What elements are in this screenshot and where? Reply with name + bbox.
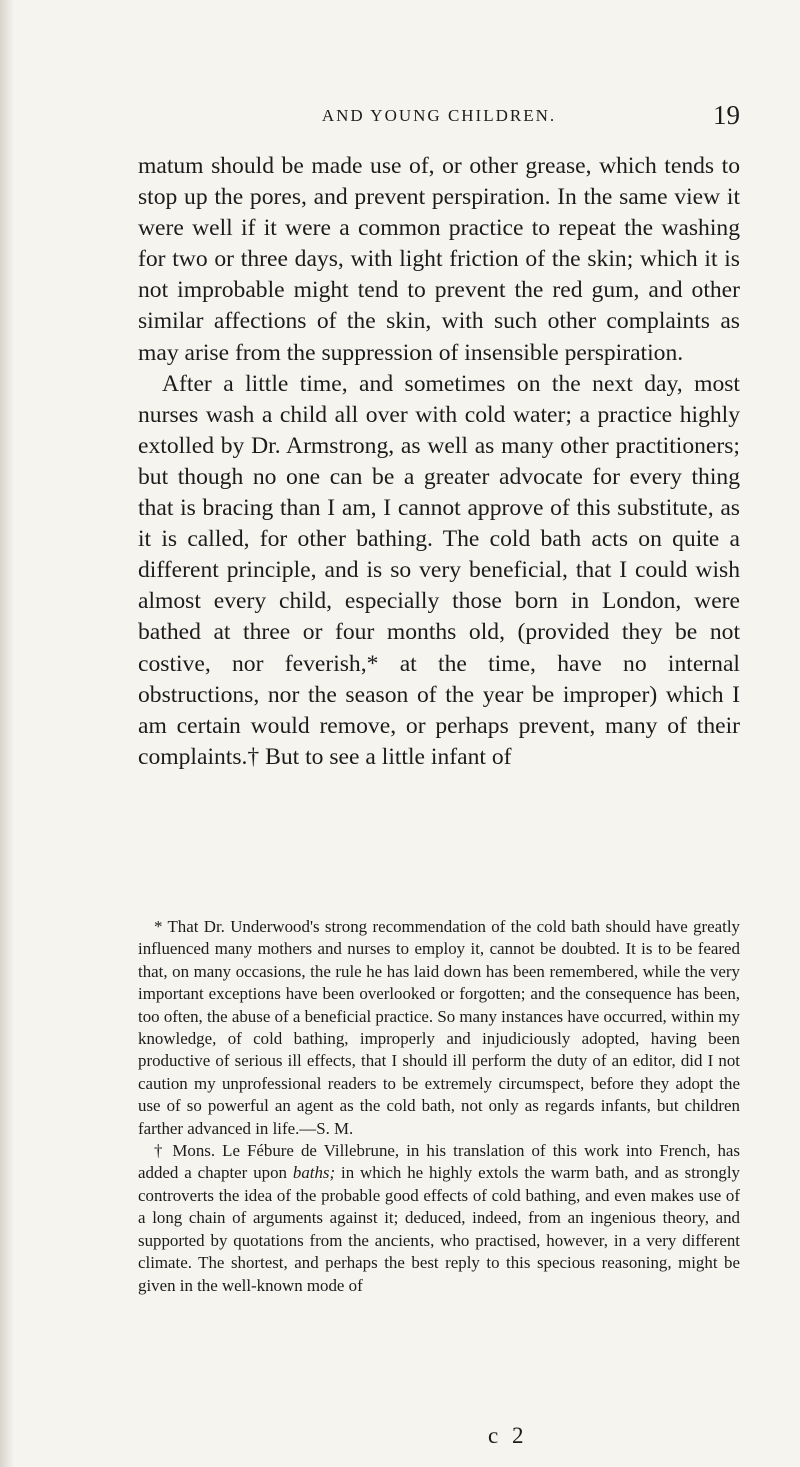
footnote-dagger-text-start: † Mons. Le Fébure de Villebrune, in his translation of this work into French, has added a chapter upon (138, 1141, 740, 1183)
running-head (138, 100, 740, 140)
running-title: AND YOUNG CHILDREN. (321, 106, 557, 125)
main-text (138, 151, 740, 773)
page-gutter-shadow (0, 0, 14, 1467)
footnote-dagger-italic: baths; (292, 1163, 336, 1183)
paragraph-cold-bath: After a little time, and sometimes on the next day, most nurses wash a child all over with cold water; a practice highly extolled by Dr. Armstrong, as well as many other practitioners; but though no one can be a greater advocate for every thing that is bracing than I am, I cannot approve of this substitute, as it is called, for other bathing. The cold bath acts on quite a different principle, and is so very beneficial, that I could wish almost every child, especially those born in London, were bathed at three or four months old, (provided they be not costive, nor feverish,* at the time, have no internal obstructions, nor the season of the year be improper) which I am certain would remove, or perhaps prevent, many of their complaints.† But to see a little infant of (138, 370, 740, 770)
footnote-dagger (138, 1140, 740, 1297)
footnote-dagger-text-end: in which he highly extols the warm bath, and as strongly controverts the idea of the probable good effects of cold bathing, and even makes use of a long chain of arguments against it; deduced, indeed, from an ingenious theory, and supported by quotations from the ancients, who practised, however, in a very different climate. The shortest, and perhaps the best reply to this specious reasoning, might be given in the well-known mode of (138, 1163, 740, 1295)
page-number: 19 (713, 100, 740, 130)
paragraph-continued: matum should be made use of, or other grease, which tends to stop up the pores, and prevent perspiration. In the same view it were well if it were a common practice to repeat the washing for two or three days, with light friction of the skin; which it is not improbable might tend to prevent the red gum, and other similar affections of the skin, with such other complaints as may arise from the suppression of insensible perspiration. (138, 153, 740, 366)
footnote-asterisk: * That Dr. Underwood's strong recommendation of the cold bath should have greatly influenced many mothers and nurses to employ it, cannot be doubted. It is to be feared that, on many occasions, the rule he has laid down has been remembered, while the very important exceptions have been overlooked or forgotten; and the consequence has been, too often, the abuse of a beneficial practice. So many instances have occurred, within my knowledge, of cold bathing, improperly and injudiciously adopted, having been productive of serious ill effects, that I should ill perform the duty of an editor, did I not caution my unprofessional readers to be extremely circumspect, before they adopt the use of so powerful an agent as the cold bath, not only as regards infants, but children farther advanced in life.—S. M. (138, 917, 740, 1138)
footnotes (138, 916, 740, 1297)
signature-mark: c 2 (488, 1423, 528, 1448)
